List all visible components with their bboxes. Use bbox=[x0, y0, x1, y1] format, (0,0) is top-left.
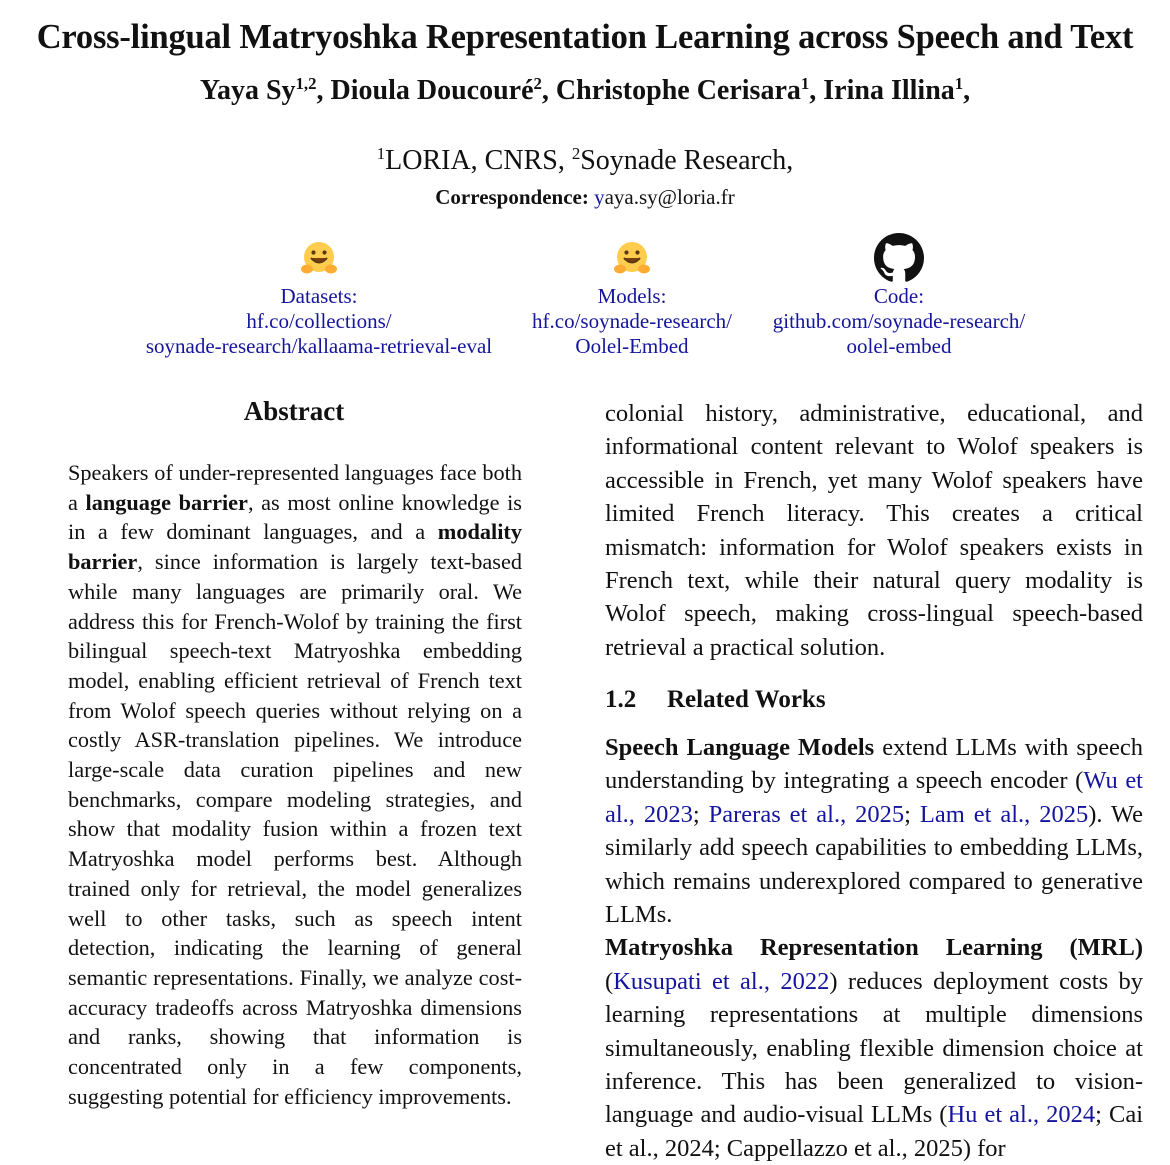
author-affiliation-mark: 1 bbox=[800, 73, 810, 93]
citation-link[interactable]: Pareras et al., 2025 bbox=[708, 800, 905, 828]
affiliation-name: Soynade Research bbox=[580, 145, 787, 176]
abstract-text-part: Speakers of under-represented languages face both a bbox=[68, 460, 522, 515]
author-affiliation-mark: 1 bbox=[954, 73, 964, 93]
correspondence-email[interactable] bbox=[594, 185, 735, 209]
text: ( bbox=[605, 967, 614, 995]
datasets-resource bbox=[120, 232, 518, 359]
citation-link[interactable]: Kusupati et al., 2022 bbox=[613, 967, 830, 995]
github-logo-icon bbox=[748, 232, 1050, 284]
author-name: Christophe Cerisara bbox=[555, 75, 801, 106]
section-heading bbox=[605, 686, 826, 714]
intro-paragraph-continued bbox=[605, 397, 1143, 664]
author-separator: , bbox=[316, 75, 331, 106]
code-label: Code: bbox=[873, 284, 925, 308]
abstract-heading: Abstract bbox=[243, 396, 345, 426]
models-label: Models: bbox=[597, 284, 667, 308]
section-number: 1.2 bbox=[605, 686, 637, 713]
affiliation-separator: , bbox=[786, 145, 794, 176]
correspondence-label: Correspondence: bbox=[435, 185, 589, 209]
affiliation-mark: 2 bbox=[571, 143, 581, 163]
citation-link[interactable]: Lam et al., 2025 bbox=[919, 800, 1089, 828]
related-works-body bbox=[605, 731, 1143, 1165]
text: ; bbox=[1095, 1101, 1102, 1129]
author-affiliation-mark: 1,2 bbox=[295, 73, 317, 93]
code-resource bbox=[748, 232, 1050, 359]
author-name: Yaya Sy bbox=[199, 75, 296, 106]
datasets-label: Datasets: bbox=[280, 284, 358, 308]
text: ). We similarly add speech capabilities to embedding LLMs, which remains underexplored compared to generative LLMs. bbox=[605, 800, 1144, 929]
author-name: Dioula Doucouré bbox=[330, 75, 534, 106]
abstract-text-part: , as most online knowledge is in a few dominant languages, and a bbox=[68, 489, 522, 545]
author-list bbox=[0, 75, 1170, 107]
datasets-link[interactable]: hf.co/collections/ bbox=[246, 309, 392, 333]
paragraph-lead: Speech Language Models bbox=[605, 734, 875, 761]
datasets-link[interactable]: soynade-research/kallaama-retrieval-eval bbox=[145, 334, 493, 358]
text: ; bbox=[904, 800, 920, 828]
citation-link[interactable]: Hu et al., 2024 bbox=[947, 1101, 1096, 1129]
hugging-face-emoji-icon bbox=[120, 232, 518, 284]
models-link[interactable]: hf.co/soynade-research/ bbox=[532, 309, 732, 333]
author-name: Irina Illina bbox=[823, 75, 955, 106]
section-title: Related Works bbox=[667, 686, 826, 713]
affiliation-mark: 1 bbox=[376, 143, 386, 163]
paragraph: colonial history, administrative, educational, and informational content relevant to Wolof speakers is accessible in French, yet many Wolof speakers have limited French literacy. This creates a critical mismatch: information for Wolof speakers exists in French text, while their natural query modality is Wolof speech, making cross-lingual speech-based retrieval a practical solution. bbox=[605, 400, 1143, 661]
hugging-face-emoji-icon bbox=[520, 232, 744, 284]
abstract-text-part: , since information is largely text-based while many languages are primarily oral. We address this for French-Wolof by training the first bilingual speech-text Matryoshka embedding model, enabling efficient retrieval of French text from Wolof speech queries without relying on a costly ASR-translation pipelines. We introduce large-scale data curation pipelines and new benchmarks, compare modeling strategies, and show that modality fusion within a frozen text Matryoshka model performs best. Although trained only for retrieval, the model generalizes well to other tasks, such as speech intent detection, indicating the learning of general semantic representations. Finally, we analyze cost-accuracy tradeoffs across Matryoshka dimensions and ranks, showing that information is concentrated only in a few components, suggesting potential for efficiency improvements. bbox=[68, 549, 522, 1109]
models-link[interactable]: Oolel-Embed bbox=[575, 334, 689, 358]
author-separator: , bbox=[809, 75, 824, 106]
paragraph-lead: Matryoshka Representation Learning (MRL) bbox=[605, 934, 1143, 962]
abstract-bold-term: modality barrier bbox=[68, 519, 522, 575]
abstract-text bbox=[68, 458, 522, 1111]
speech-lm-paragraph bbox=[605, 731, 1143, 931]
models-resource bbox=[520, 232, 744, 359]
author-separator: , bbox=[963, 75, 971, 106]
abstract-bold-term: language barrier bbox=[85, 489, 248, 515]
text: ) reduces deployment costs by learning representations at multiple dimensions simultaneously, enabling flexible dimension choice at inference. This has been generalized to vision-language and audio-visual LLMs ( bbox=[605, 967, 1144, 1129]
code-link[interactable]: github.com/soynade-research/ bbox=[772, 309, 1026, 333]
code-link[interactable]: oolel-embed bbox=[846, 334, 952, 358]
email-first-letter: y bbox=[594, 185, 605, 209]
text: extend LLMs with speech understanding by integrating a speech encoder ( bbox=[605, 734, 1143, 795]
author-affiliation-mark: 2 bbox=[533, 73, 542, 93]
text: ; bbox=[692, 800, 709, 828]
email-rest: aya.sy@loria.fr bbox=[604, 185, 735, 209]
correspondence bbox=[0, 185, 1170, 210]
mrl-paragraph bbox=[605, 931, 1143, 1165]
cutoff-line: Cai et al., 2024; Cappellazzo et al., 2025) for bbox=[605, 1101, 1144, 1162]
citation-link[interactable]: Wu et al., 2023 bbox=[605, 767, 1143, 828]
affiliation-separator: , bbox=[557, 145, 572, 176]
affiliation-name: LORIA, CNRS bbox=[385, 145, 558, 176]
affiliations bbox=[0, 145, 1170, 177]
paper-title: Cross-lingual Matryoshka Representation Learning across Speech and Text bbox=[36, 18, 1134, 56]
author-separator: , bbox=[541, 75, 556, 106]
